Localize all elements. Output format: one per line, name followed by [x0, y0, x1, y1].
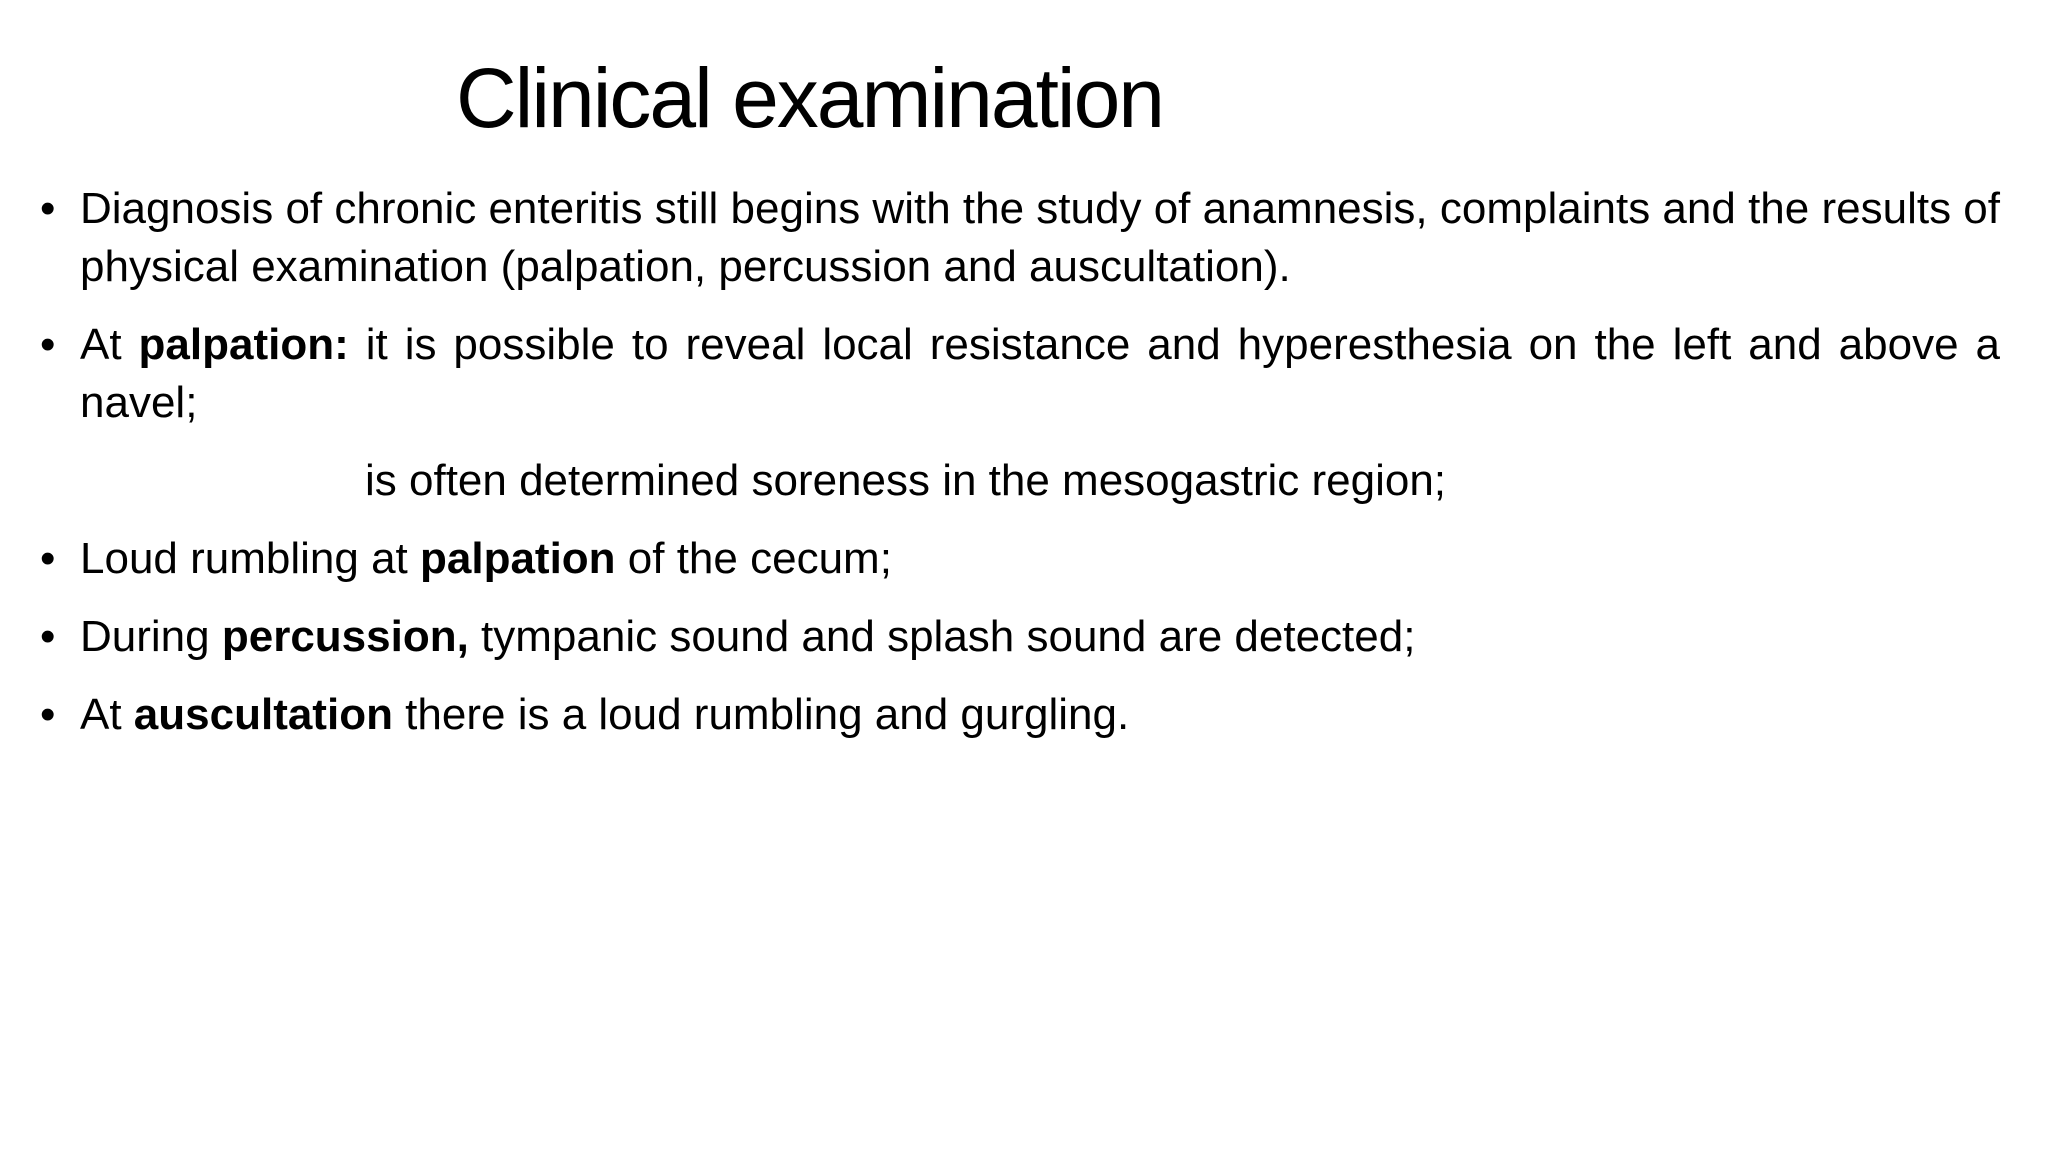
bullet-dot: •	[40, 690, 56, 739]
bullet-text-suffix: there is a loud rumbling and gurgling.	[392, 690, 1130, 739]
bullet-item-percussion	[40, 608, 2000, 666]
bullet-text: Diagnosis of chronic enteritis still begins with the study of anamnesis, complaints and the results of physical examination (palpation, percussion and auscultation).	[80, 184, 2000, 291]
bullet-dot: •	[40, 612, 56, 661]
bullet-text-prefix: At	[80, 690, 134, 739]
bullet-text-bold: auscultation	[133, 690, 393, 739]
bullet-text-prefix: Loud rumbling at	[80, 534, 420, 583]
bullet-text-bold: palpation	[420, 534, 616, 583]
bullet-text-bold: palpation:	[138, 320, 349, 369]
bullet-item-palpation	[40, 316, 2000, 432]
bullet-text-suffix: tympanic sound and splash sound are detected;	[468, 612, 1416, 661]
bullet-text-suffix: of the cecum;	[615, 534, 892, 583]
bullet-dot: •	[40, 320, 56, 369]
bullet-item-diagnosis	[40, 180, 2000, 296]
bullet-item-rumbling	[40, 530, 2000, 588]
bullet-dot: •	[40, 534, 56, 583]
bullet-dot: •	[40, 184, 56, 233]
indented-line: is often determined soreness in the mesogastric region;	[365, 456, 1447, 505]
bullet-text-prefix: During	[80, 612, 222, 661]
bullet-text-prefix: At	[80, 320, 139, 369]
bullet-text-bold: percussion,	[221, 612, 469, 661]
slide-body	[40, 180, 2000, 744]
bullet-text-suffix: it is possible to reveal local resistance and hyperesthesia on the left and above a navel;	[80, 320, 2000, 427]
slide-title: Clinical examination	[456, 51, 1164, 145]
bullet-item-auscultation	[40, 686, 2000, 744]
